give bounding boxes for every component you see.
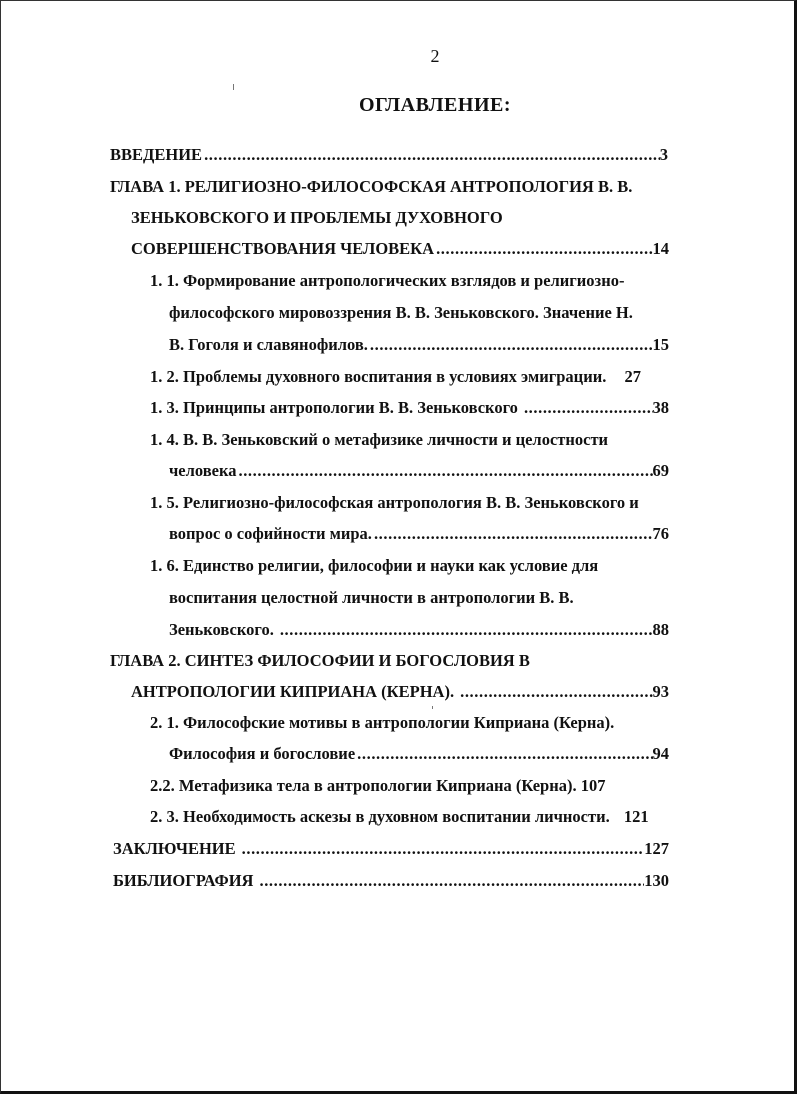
toc-entry-bibliography[interactable] bbox=[113, 871, 669, 891]
toc-entry-s1-5-line[interactable]: 1. 5. Религиозно-философская антропология В. В. Зеньковского и bbox=[150, 493, 639, 512]
toc-entry-page: 121 bbox=[623, 807, 649, 826]
toc-entry-text: Философия и богословие bbox=[169, 744, 356, 763]
toc-entry-page: 14 bbox=[652, 239, 669, 258]
leader-dots bbox=[357, 744, 652, 764]
toc-entry-text: человека bbox=[169, 461, 237, 480]
toc-entry-text: БИБЛИОГРАФИЯ bbox=[113, 871, 254, 890]
leader-dots bbox=[436, 239, 652, 259]
toc-entry-text: 1. 2. Проблемы духовного воспитания в условиях эмиграции. bbox=[150, 367, 607, 386]
toc-entry-intro[interactable] bbox=[110, 145, 668, 165]
toc-entry-page: 130 bbox=[644, 871, 669, 890]
toc-entry-page: 38 bbox=[652, 398, 669, 417]
toc-entry-ch1-line[interactable]: ГЛАВА 1. РЕЛИГИОЗНО-ФИЛОСОФСКАЯ АНТРОПОЛОГИЯ В. В. bbox=[110, 177, 633, 196]
toc-entry-text: ЗАКЛЮЧЕНИЕ bbox=[113, 839, 236, 858]
leader-dots bbox=[280, 620, 653, 640]
toc-entry-page: 93 bbox=[652, 682, 669, 701]
toc-entry-page: 69 bbox=[652, 461, 669, 480]
page-number: 2 bbox=[430, 46, 440, 66]
toc-entry-s1-1-line[interactable]: философского мировоззрения В. В. Зеньковского. Значение Н. bbox=[169, 303, 633, 322]
toc-entry-text: вопрос о софийности мира. bbox=[169, 524, 372, 543]
toc-entry-ch2[interactable] bbox=[131, 682, 669, 702]
leader-dots bbox=[460, 682, 652, 702]
toc-entry-text: СОВЕРШЕНСТВОВАНИЯ ЧЕЛОВЕКА bbox=[131, 239, 435, 258]
toc-entry-s1-1-line[interactable]: 1. 1. Формирование антропологических взглядов и религиозно- bbox=[150, 271, 625, 290]
scan-artifact bbox=[233, 84, 234, 90]
leader-dots bbox=[524, 398, 653, 418]
toc-entry-text: 1. 3. Принципы антропологии В. В. Зеньковского bbox=[150, 398, 518, 417]
toc-entry-s1-5[interactable] bbox=[169, 524, 669, 544]
toc-heading: ОГЛАВЛЕНИЕ: bbox=[358, 94, 512, 116]
toc-entry-page: 3 bbox=[659, 145, 668, 164]
toc-entry-page: 107 bbox=[580, 776, 606, 795]
toc-entry-text: Зеньковского. bbox=[169, 620, 274, 639]
toc-entry-page: 15 bbox=[652, 335, 669, 354]
toc-entry-page: 76 bbox=[652, 524, 669, 543]
toc-entry-text: ВВЕДЕНИЕ bbox=[110, 145, 203, 164]
toc-entry-s1-2[interactable] bbox=[150, 367, 641, 387]
toc-entry-page: 127 bbox=[644, 839, 669, 858]
toc-entry-ch1-line[interactable]: ЗЕНЬКОВСКОГО И ПРОБЛЕМЫ ДУХОВНОГО bbox=[131, 208, 503, 227]
toc-entry-s1-3[interactable] bbox=[150, 398, 669, 418]
leader-dots bbox=[259, 871, 644, 891]
toc-entry-page: 88 bbox=[652, 620, 669, 639]
toc-entry-s1-6-line[interactable]: 1. 6. Единство религии, философии и науки как условие для bbox=[150, 556, 599, 575]
leader-dots bbox=[204, 145, 660, 165]
leader-dots bbox=[370, 335, 653, 355]
toc-entry-page: 27 bbox=[624, 367, 641, 386]
toc-entry-s1-6-line[interactable]: воспитания целостной личности в антропологии В. В. bbox=[169, 588, 574, 607]
toc-entry-ch1[interactable] bbox=[131, 239, 669, 259]
toc-entry-s1-4-line[interactable]: 1. 4. В. В. Зеньковский о метафизике личности и целостности bbox=[150, 430, 609, 449]
leader-dots bbox=[242, 839, 645, 859]
toc-entry-text: 2. 3. Необходимость аскезы в духовном воспитании личности. bbox=[150, 807, 610, 826]
leader-dots bbox=[238, 461, 652, 481]
toc-entry-s1-4[interactable] bbox=[169, 461, 669, 481]
toc-entry-ch2-line[interactable]: ГЛАВА 2. СИНТЕЗ ФИЛОСОФИИ И БОГОСЛОВИЯ В bbox=[110, 651, 530, 670]
toc-entry-text: 2.2. Метафизика тела в антропологии Киприана (Керна). bbox=[150, 776, 577, 795]
toc-entry-s2-3[interactable] bbox=[150, 807, 649, 827]
toc-entry-s2-1-line[interactable]: 2. 1. Философские мотивы в антропологии Киприана (Керна). bbox=[150, 713, 615, 732]
toc-entry-conclusion[interactable] bbox=[113, 839, 669, 859]
toc-entry-s2-2[interactable] bbox=[150, 776, 605, 796]
toc-entry-text: В. Гоголя и славянофилов. bbox=[169, 335, 368, 354]
toc-entry-text: АНТРОПОЛОГИИ КИПРИАНА (КЕРНА). bbox=[131, 682, 455, 701]
toc-entry-s2-1[interactable] bbox=[169, 744, 669, 764]
toc-entry-s1-6[interactable] bbox=[169, 620, 669, 640]
scan-artifact bbox=[432, 706, 433, 709]
toc-entry-s1-1[interactable] bbox=[169, 335, 669, 355]
toc-entry-page: 94 bbox=[652, 744, 669, 763]
leader-dots bbox=[374, 524, 653, 544]
